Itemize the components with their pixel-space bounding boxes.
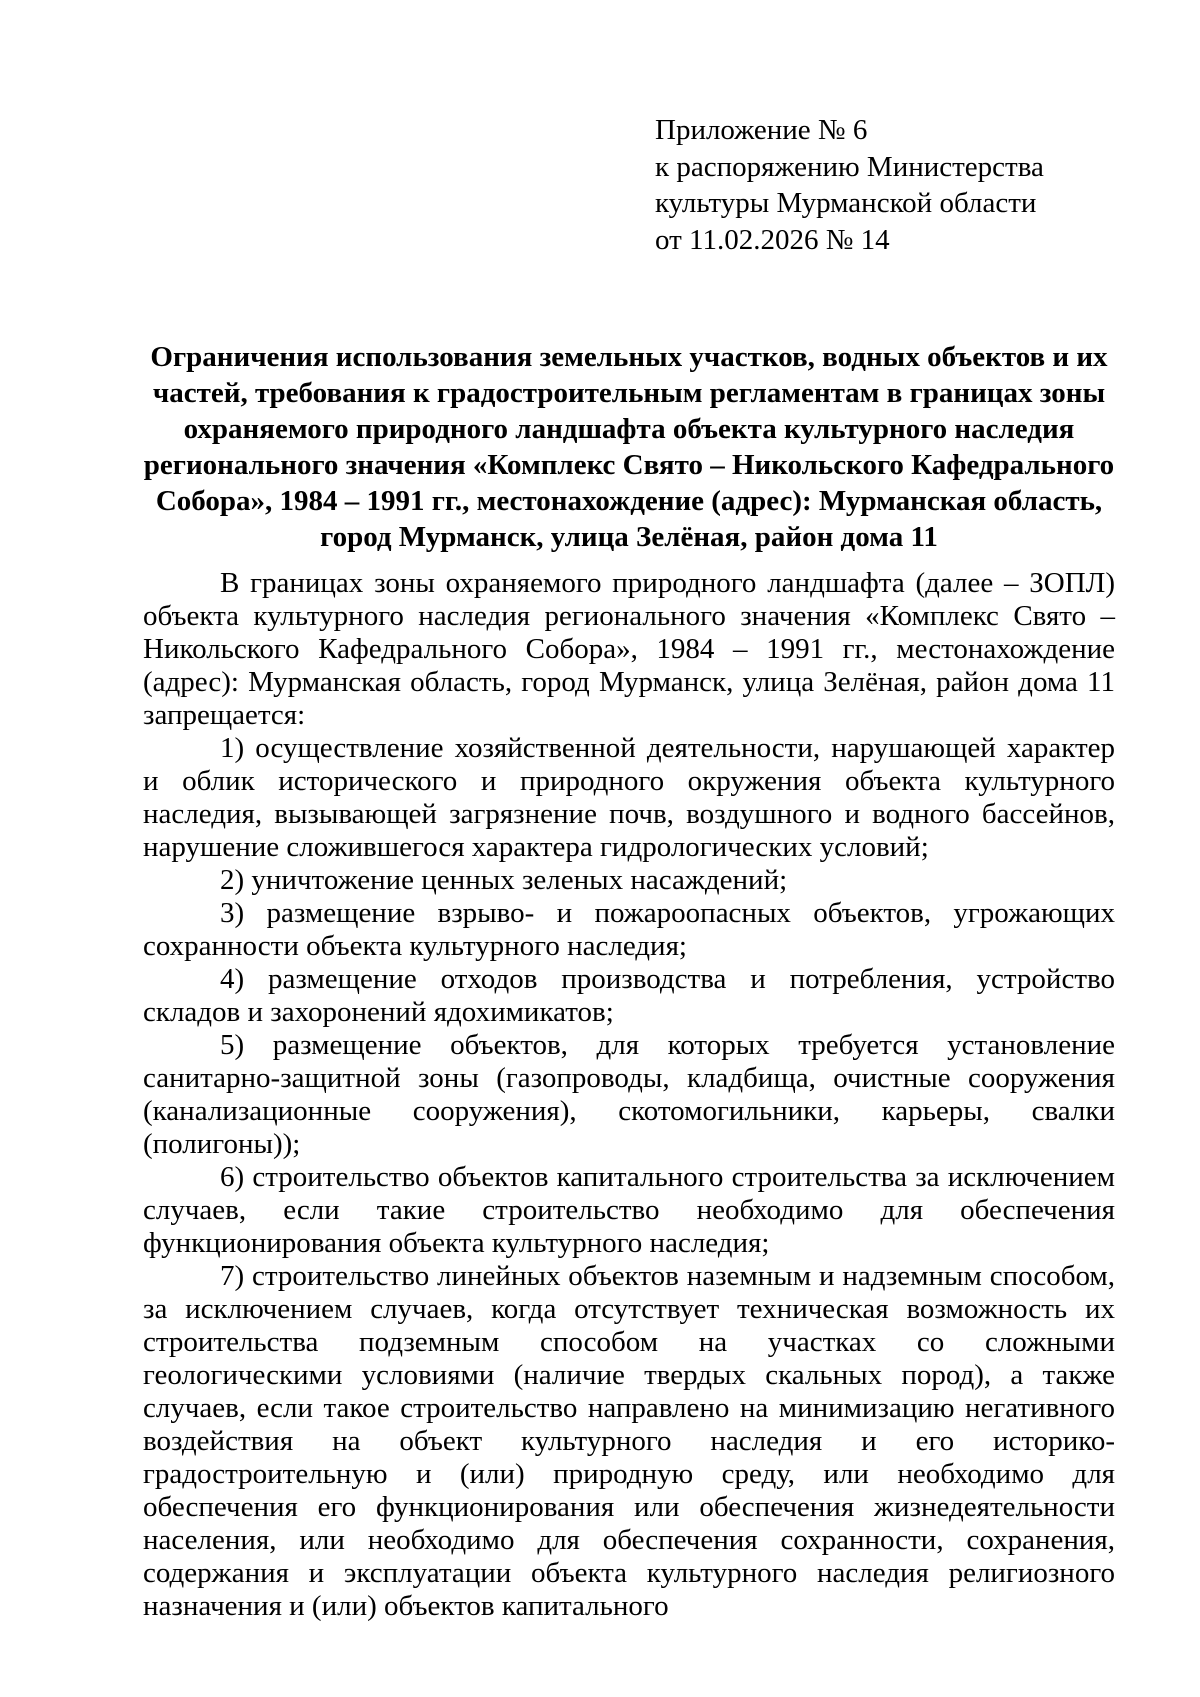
title-line: Ограничения использования земельных участков, водных объектов и их	[150, 341, 1108, 373]
title-line: охраняемого природного ландшафта объекта культурного наследия	[183, 413, 1075, 445]
title-line: регионального значения «Комплекс Свято – Никольского Кафедрального	[143, 449, 1115, 481]
title-line: частей, требования к градостроительным регламентам в границах зоны	[152, 377, 1106, 409]
restriction-item-3: 3) размещение взрыво- и пожароопасных объектов, угрожающих сохранности объекта культурного наследия;	[143, 897, 1115, 962]
title-line: Собора», 1984 – 1991 гг., местонахождение (адрес): Мурманская область,	[155, 485, 1103, 517]
restriction-item-2: 2) уничтожение ценных зеленых насаждений;	[220, 864, 788, 896]
restriction-item-4: 4) размещение отходов производства и потребления, устройство складов и захоронений ядохимикатов;	[143, 963, 1115, 1028]
annex-header	[655, 112, 1155, 258]
restriction-item-7: 7) строительство линейных объектов наземным и надземным способом, за исключением случаев, когда отсутствует техническая возможность их строительства подземным способом на участках со сложными геологическими условиями (наличие твердых скальных пород), а также случаев, если такое строительство направлено на минимизацию негативного воздействия на объект культурного наследия и его историко-градостроительную и (или) природную среду, или необходимо для обеспечения его функционирования или обеспечения жизнедеятельности населения, или необходимо для обеспечения сохранности, сохранения, содержания и эксплуатации объекта культурного наследия религиозного назначения и (или) объектов капитального	[143, 1260, 1115, 1622]
restriction-item-1: 1) осуществление хозяйственной деятельности, нарушающей характер и облик исторического и природного окружения объекта культурного наследия, вызывающей загрязнение почв, воздушного и водного бассейнов, нарушение сложившегося характера гидрологических условий;	[143, 732, 1115, 863]
document-title	[143, 339, 1115, 555]
intro-paragraph: В границах зоны охраняемого природного ландшафта (далее – ЗОПЛ) объекта культурного наследия регионального значения «Комплекс Свято – Никольского Кафедрального Собора», 1984 – 1991 гг., местонахождение (адрес): Мурманская область, город Мурманск, улица Зелёная, район дома 11 запрещается:	[143, 567, 1115, 731]
document-body	[143, 567, 1115, 1623]
annex-reference: к распоряжению Министерства	[655, 150, 1044, 183]
annex-ministry: культуры Мурманской области	[655, 187, 1037, 219]
annex-date-number: от 11.02.2026 № 14	[655, 223, 890, 256]
restriction-item-5: 5) размещение объектов, для которых требуется установление санитарно-защитной зоны (газопроводы, кладбища, очистные сооружения (канализационные сооружения), скотомогильники, карьеры, свалки (полигоны));	[143, 1029, 1115, 1160]
title-line: город Мурманск, улица Зелёная, район дома 11	[320, 521, 938, 553]
restriction-item-6: 6) строительство объектов капитального строительства за исключением случаев, если такие строительство необходимо для обеспечения функционирования объекта культурного наследия;	[143, 1161, 1115, 1259]
annex-number: Приложение № 6	[655, 114, 868, 146]
